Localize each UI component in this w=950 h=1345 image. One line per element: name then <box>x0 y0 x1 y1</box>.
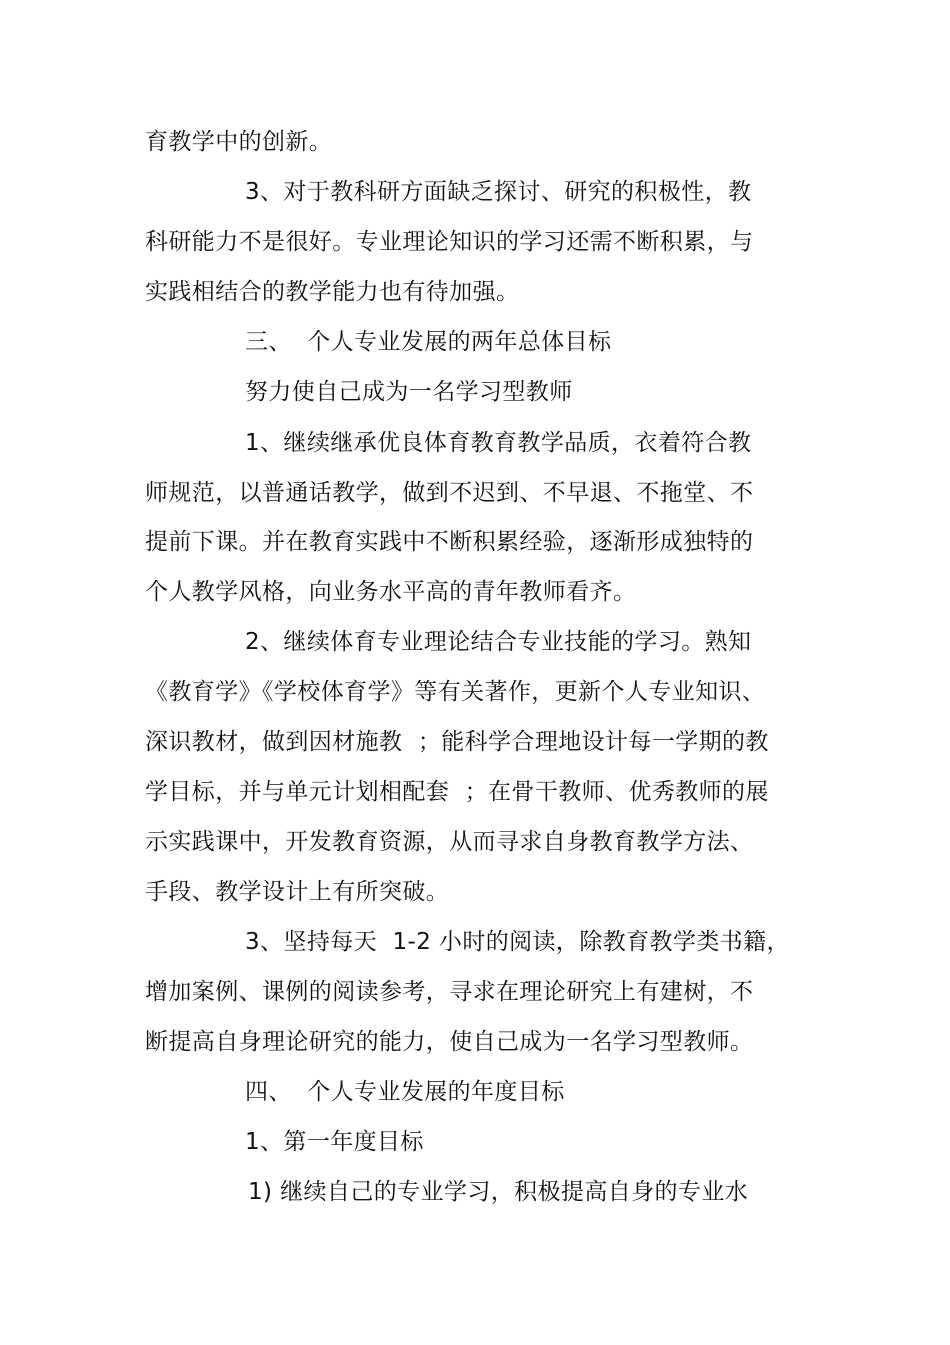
text-line: 育教学中的创新。 <box>145 129 333 155</box>
section-heading: 三、 个人专业发展的两年总体目标 <box>245 329 612 355</box>
text-line: 增加案例、课例的阅读参考，寻求在理论研究上有建树，不 <box>145 979 754 1005</box>
text-line: 1、继续继承优良体育教育教学品质，衣着符合教 <box>245 430 752 456</box>
text-line: 深识教材，做到因材施教 ；能科学合理地设计每一学期的教 <box>145 729 769 755</box>
text-line: 提前下课。并在教育实践中不断积累经验，逐渐形成独特的 <box>145 529 754 555</box>
text-line: 手段、教学设计上有所突破。 <box>145 879 450 905</box>
text-line: 示实践课中，开发教育资源，从而寻求自身教育教学方法、 <box>145 829 754 855</box>
text-line: 个人教学风格，向业务水平高的青年教师看齐。 <box>145 579 637 605</box>
section-heading: 四、 个人专业发展的年度目标 <box>245 1079 565 1105</box>
text-line: 3、坚持每天 1-2 小时的阅读，除教育教学类书籍， <box>245 929 790 955</box>
text-line: 2、继续体育专业理论结合专业技能的学习。熟知 <box>245 629 752 655</box>
text-line: 《教育学》《学校体育学》等有关著作，更新个人专业知识、 <box>145 679 766 705</box>
text-line: 努力使自己成为一名学习型教师 <box>245 379 573 405</box>
text-line: 1、第一年度目标 <box>245 1129 424 1155</box>
text-line: 实践相结合的教学能力也有待加强。 <box>145 279 520 305</box>
text-line: 科研能力不是很好。专业理论知识的学习还需不断积累，与 <box>145 229 754 255</box>
text-line: 3、对于教科研方面缺乏探讨、研究的积极性，教 <box>245 179 752 205</box>
text-line: 断提高自身理论研究的能力，使自己成为一名学习型教师。 <box>145 1029 754 1055</box>
text-line: 学目标，并与单元计划相配套 ；在骨干教师、优秀教师的展 <box>145 779 769 805</box>
text-line: 师规范，以普通话教学，做到不迟到、不早退、不拖堂、不 <box>145 480 754 506</box>
text-line: 1) 继续自己的专业学习，积极提高自身的专业水 <box>248 1179 749 1205</box>
